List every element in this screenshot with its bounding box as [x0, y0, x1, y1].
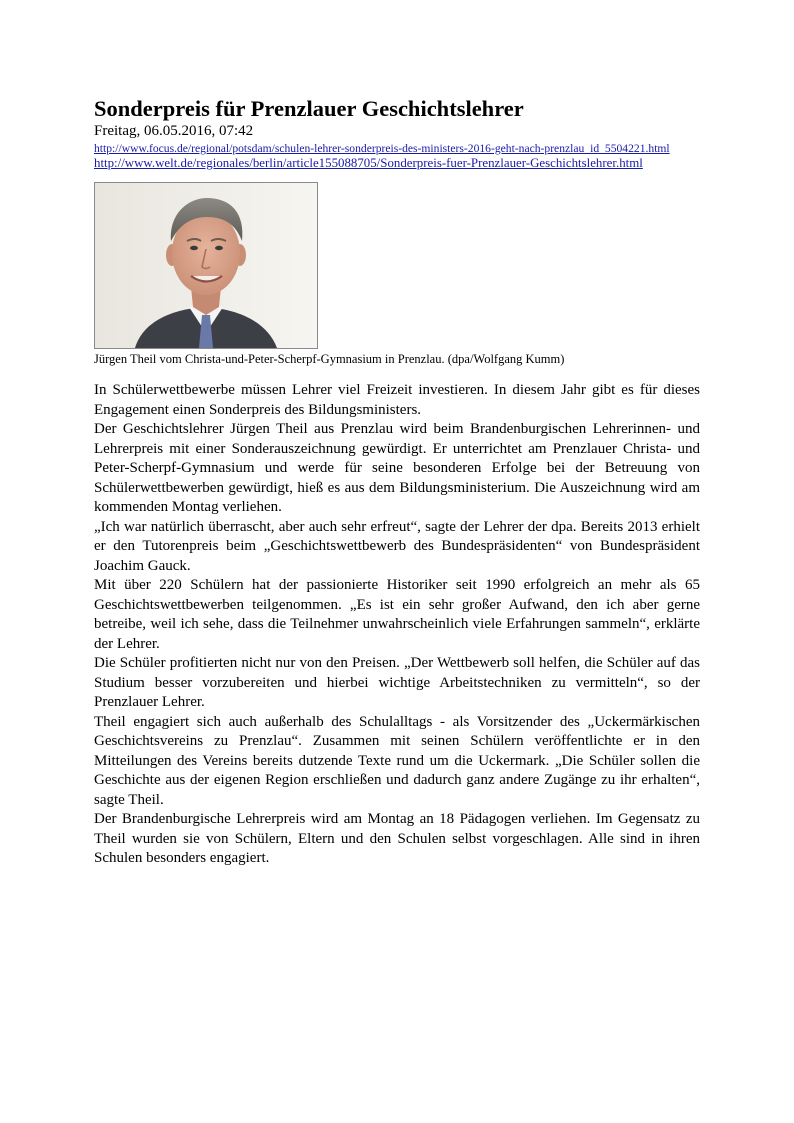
portrait-photo	[94, 182, 318, 349]
article-paragraph: In Schülerwettbewerbe müssen Lehrer viel Freizeit investieren. In diesem Jahr gibt es für dieses Engagement einen Sonderpreis des Bildungsministers.	[94, 382, 700, 418]
article-paragraph: Der Geschichtslehrer Jürgen Theil aus Prenzlau wird beim Brandenburgischen Lehrerinnen- und Lehrerpreis mit einer Sonderauszeichnung gewürdigt. Er unterrichtet am Prenzlauer Christa- und Peter-Scherpf-Gymnasium und werde für seine besonderen Erfolge bei der Betreuung von Schülerwettbewerben gewürdigt, hieß es aus dem Bildungsministerium. Die Auszeichnung wird am kommenden Montag verliehen.	[94, 421, 700, 515]
source-link-welt[interactable]: http://www.welt.de/regionales/berlin/article155088705/Sonderpreis-fuer-Prenzlauer-Geschichtslehrer.html	[94, 156, 643, 170]
article-body	[94, 381, 700, 869]
article-paragraph: Die Schüler profitierten nicht nur von den Preisen. „Der Wettbewerb soll helfen, die Schüler auf das Studium besser vorzubereiten und hierbei wichtige Arbeitstechniken zu vermitteln“, so der Prenzlauer Lehrer.	[94, 655, 700, 710]
article-paragraph: Theil engagiert sich auch außerhalb des Schulalltags - als Vorsitzender des „Uckermärkischen Geschichtsvereins zu Prenzlau“. Zusammen mit seinen Schülern veröffentlichte er in den Mitteilungen des Vereins bereits dutzende Texte rund um die Uckermark. „Die Schüler sollen die Geschichte aus der eigenen Region erschließen und dadurch ganz andere Zugänge zu ihr erhalten“, sagte Theil.	[94, 713, 700, 808]
document-page	[94, 96, 700, 869]
article-dateline: Freitag, 06.05.2016, 07:42	[94, 123, 254, 139]
article-paragraph: Der Brandenburgische Lehrerpreis wird am Montag an 18 Pädagogen verliehen. Im Gegensatz zu Theil wurden sie von Schülern, Eltern und den Schulen selbst vorgeschlagen. Alle sind in ihren Schulen besonders engagiert.	[94, 811, 700, 866]
article-paragraph: „Ich war natürlich überrascht, aber auch sehr erfreut“, sagte der Lehrer der dpa. Bereits 2013 erhielt er den Tutorenpreis beim „Geschichtswettbewerb des Bundespräsidenten“ von Bundespräsident Joachim Gauck.	[94, 518, 700, 574]
photo-caption: Jürgen Theil vom Christa-und-Peter-Scherpf-Gymnasium in Prenzlau. (dpa/Wolfgang Kumm)	[94, 352, 565, 366]
article-title: Sonderpreis für Prenzlauer Geschichtslehrer	[94, 96, 524, 121]
article-paragraph: Mit über 220 Schülern hat der passionierte Historiker seit 1990 erfolgreich an mehr als 65 Geschichtswettbewerben teilgenommen. „Es ist ein sehr großer Aufwand, den ich aber gerne betreibe, weil ich sehe, dass die Teilnehmer unwahrscheinlich viele Erfahrungen sammeln“, erklärte der Lehrer.	[94, 577, 700, 652]
source-link-focus[interactable]: http://www.focus.de/regional/potsdam/schulen-lehrer-sonderpreis-des-ministers-2016-geht-nach-prenzlau_id_5504221.html	[94, 142, 670, 155]
